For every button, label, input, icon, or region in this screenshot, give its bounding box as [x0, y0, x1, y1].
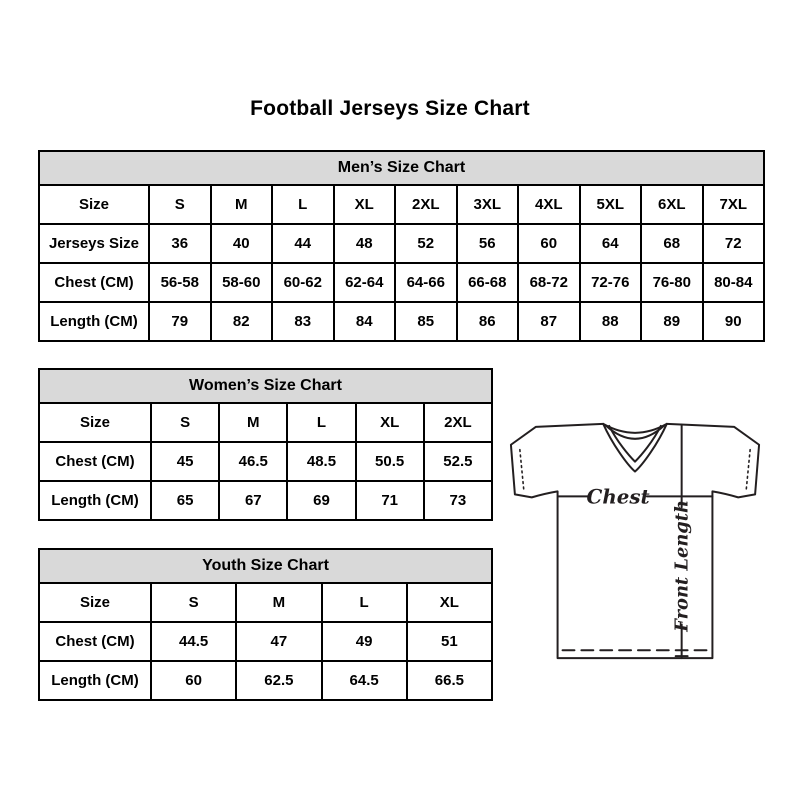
- size-value-cell: S: [149, 185, 211, 224]
- size-value-cell: 69: [287, 481, 355, 520]
- size-value-cell: 51: [407, 622, 492, 661]
- size-value-cell: 79: [149, 302, 211, 341]
- size-value-cell: 50.5: [356, 442, 424, 481]
- size-value-cell: L: [272, 185, 334, 224]
- size-value-cell: 64: [580, 224, 642, 263]
- size-value-cell: 7XL: [703, 185, 765, 224]
- page-title: Football Jerseys Size Chart: [250, 97, 530, 120]
- size-value-cell: M: [219, 403, 287, 442]
- table-row: [39, 481, 492, 520]
- size-value-cell: 73: [424, 481, 492, 520]
- row-label: Length (CM): [39, 302, 149, 341]
- size-value-cell: 64.5: [322, 661, 407, 700]
- size-value-cell: 6XL: [641, 185, 703, 224]
- row-label: Chest (CM): [39, 263, 149, 302]
- size-value-cell: 67: [219, 481, 287, 520]
- mens-table-title: Men’s Size Chart: [39, 151, 764, 185]
- row-label: Jerseys Size: [39, 224, 149, 263]
- size-value-cell: 58-60: [211, 263, 273, 302]
- size-value-cell: 68: [641, 224, 703, 263]
- size-value-cell: 49: [322, 622, 407, 661]
- size-value-cell: 64-66: [395, 263, 457, 302]
- table-row: [39, 263, 764, 302]
- size-value-cell: M: [236, 583, 321, 622]
- size-value-cell: 76-80: [641, 263, 703, 302]
- womens-size-table: [38, 368, 493, 521]
- table-row: [39, 442, 492, 481]
- mens-size-table: [38, 150, 765, 342]
- table-row: [39, 403, 492, 442]
- row-label: Chest (CM): [39, 622, 151, 661]
- row-label: Length (CM): [39, 481, 151, 520]
- size-value-cell: XL: [334, 185, 396, 224]
- front-length-measure-label: Front Length: [671, 499, 693, 632]
- size-value-cell: 5XL: [580, 185, 642, 224]
- size-value-cell: 80-84: [703, 263, 765, 302]
- row-label: Size: [39, 583, 151, 622]
- table-row: [39, 185, 764, 224]
- size-value-cell: 82: [211, 302, 273, 341]
- size-value-cell: 66.5: [407, 661, 492, 700]
- size-value-cell: 89: [641, 302, 703, 341]
- table-row: [39, 302, 764, 341]
- size-value-cell: 84: [334, 302, 396, 341]
- size-value-cell: 68-72: [518, 263, 580, 302]
- size-value-cell: L: [322, 583, 407, 622]
- size-value-cell: XL: [356, 403, 424, 442]
- size-value-cell: L: [287, 403, 355, 442]
- size-value-cell: 88: [580, 302, 642, 341]
- size-value-cell: 71: [356, 481, 424, 520]
- size-value-cell: 87: [518, 302, 580, 341]
- size-value-cell: S: [151, 403, 219, 442]
- jersey-outline: [511, 424, 759, 658]
- row-label: Size: [39, 185, 149, 224]
- size-value-cell: 52: [395, 224, 457, 263]
- size-value-cell: 4XL: [518, 185, 580, 224]
- jersey-measurement-diagram: [505, 412, 765, 680]
- size-value-cell: 65: [151, 481, 219, 520]
- size-value-cell: XL: [407, 583, 492, 622]
- youth-size-table: [38, 548, 493, 701]
- size-value-cell: 60-62: [272, 263, 334, 302]
- size-value-cell: 66-68: [457, 263, 519, 302]
- size-value-cell: 36: [149, 224, 211, 263]
- size-value-cell: 40: [211, 224, 273, 263]
- size-value-cell: 62.5: [236, 661, 321, 700]
- size-value-cell: 60: [518, 224, 580, 263]
- youth-table-title: Youth Size Chart: [39, 549, 492, 583]
- size-value-cell: 56-58: [149, 263, 211, 302]
- size-value-cell: 90: [703, 302, 765, 341]
- chest-measure-label: Chest: [586, 484, 650, 509]
- size-value-cell: 47: [236, 622, 321, 661]
- size-value-cell: 48.5: [287, 442, 355, 481]
- size-value-cell: 86: [457, 302, 519, 341]
- size-value-cell: 44.5: [151, 622, 236, 661]
- size-value-cell: 52.5: [424, 442, 492, 481]
- size-value-cell: 48: [334, 224, 396, 263]
- table-row: [39, 583, 492, 622]
- womens-table-title: Women’s Size Chart: [39, 369, 492, 403]
- row-label: Length (CM): [39, 661, 151, 700]
- size-value-cell: 2XL: [395, 185, 457, 224]
- table-row: [39, 661, 492, 700]
- size-value-cell: 85: [395, 302, 457, 341]
- size-value-cell: 56: [457, 224, 519, 263]
- size-value-cell: 72-76: [580, 263, 642, 302]
- table-row: [39, 622, 492, 661]
- size-value-cell: 2XL: [424, 403, 492, 442]
- size-value-cell: 72: [703, 224, 765, 263]
- size-value-cell: 44: [272, 224, 334, 263]
- size-value-cell: M: [211, 185, 273, 224]
- size-value-cell: 83: [272, 302, 334, 341]
- size-value-cell: S: [151, 583, 236, 622]
- row-label: Chest (CM): [39, 442, 151, 481]
- size-value-cell: 46.5: [219, 442, 287, 481]
- size-value-cell: 60: [151, 661, 236, 700]
- size-value-cell: 62-64: [334, 263, 396, 302]
- size-value-cell: 45: [151, 442, 219, 481]
- size-value-cell: 3XL: [457, 185, 519, 224]
- row-label: Size: [39, 403, 151, 442]
- table-row: [39, 224, 764, 263]
